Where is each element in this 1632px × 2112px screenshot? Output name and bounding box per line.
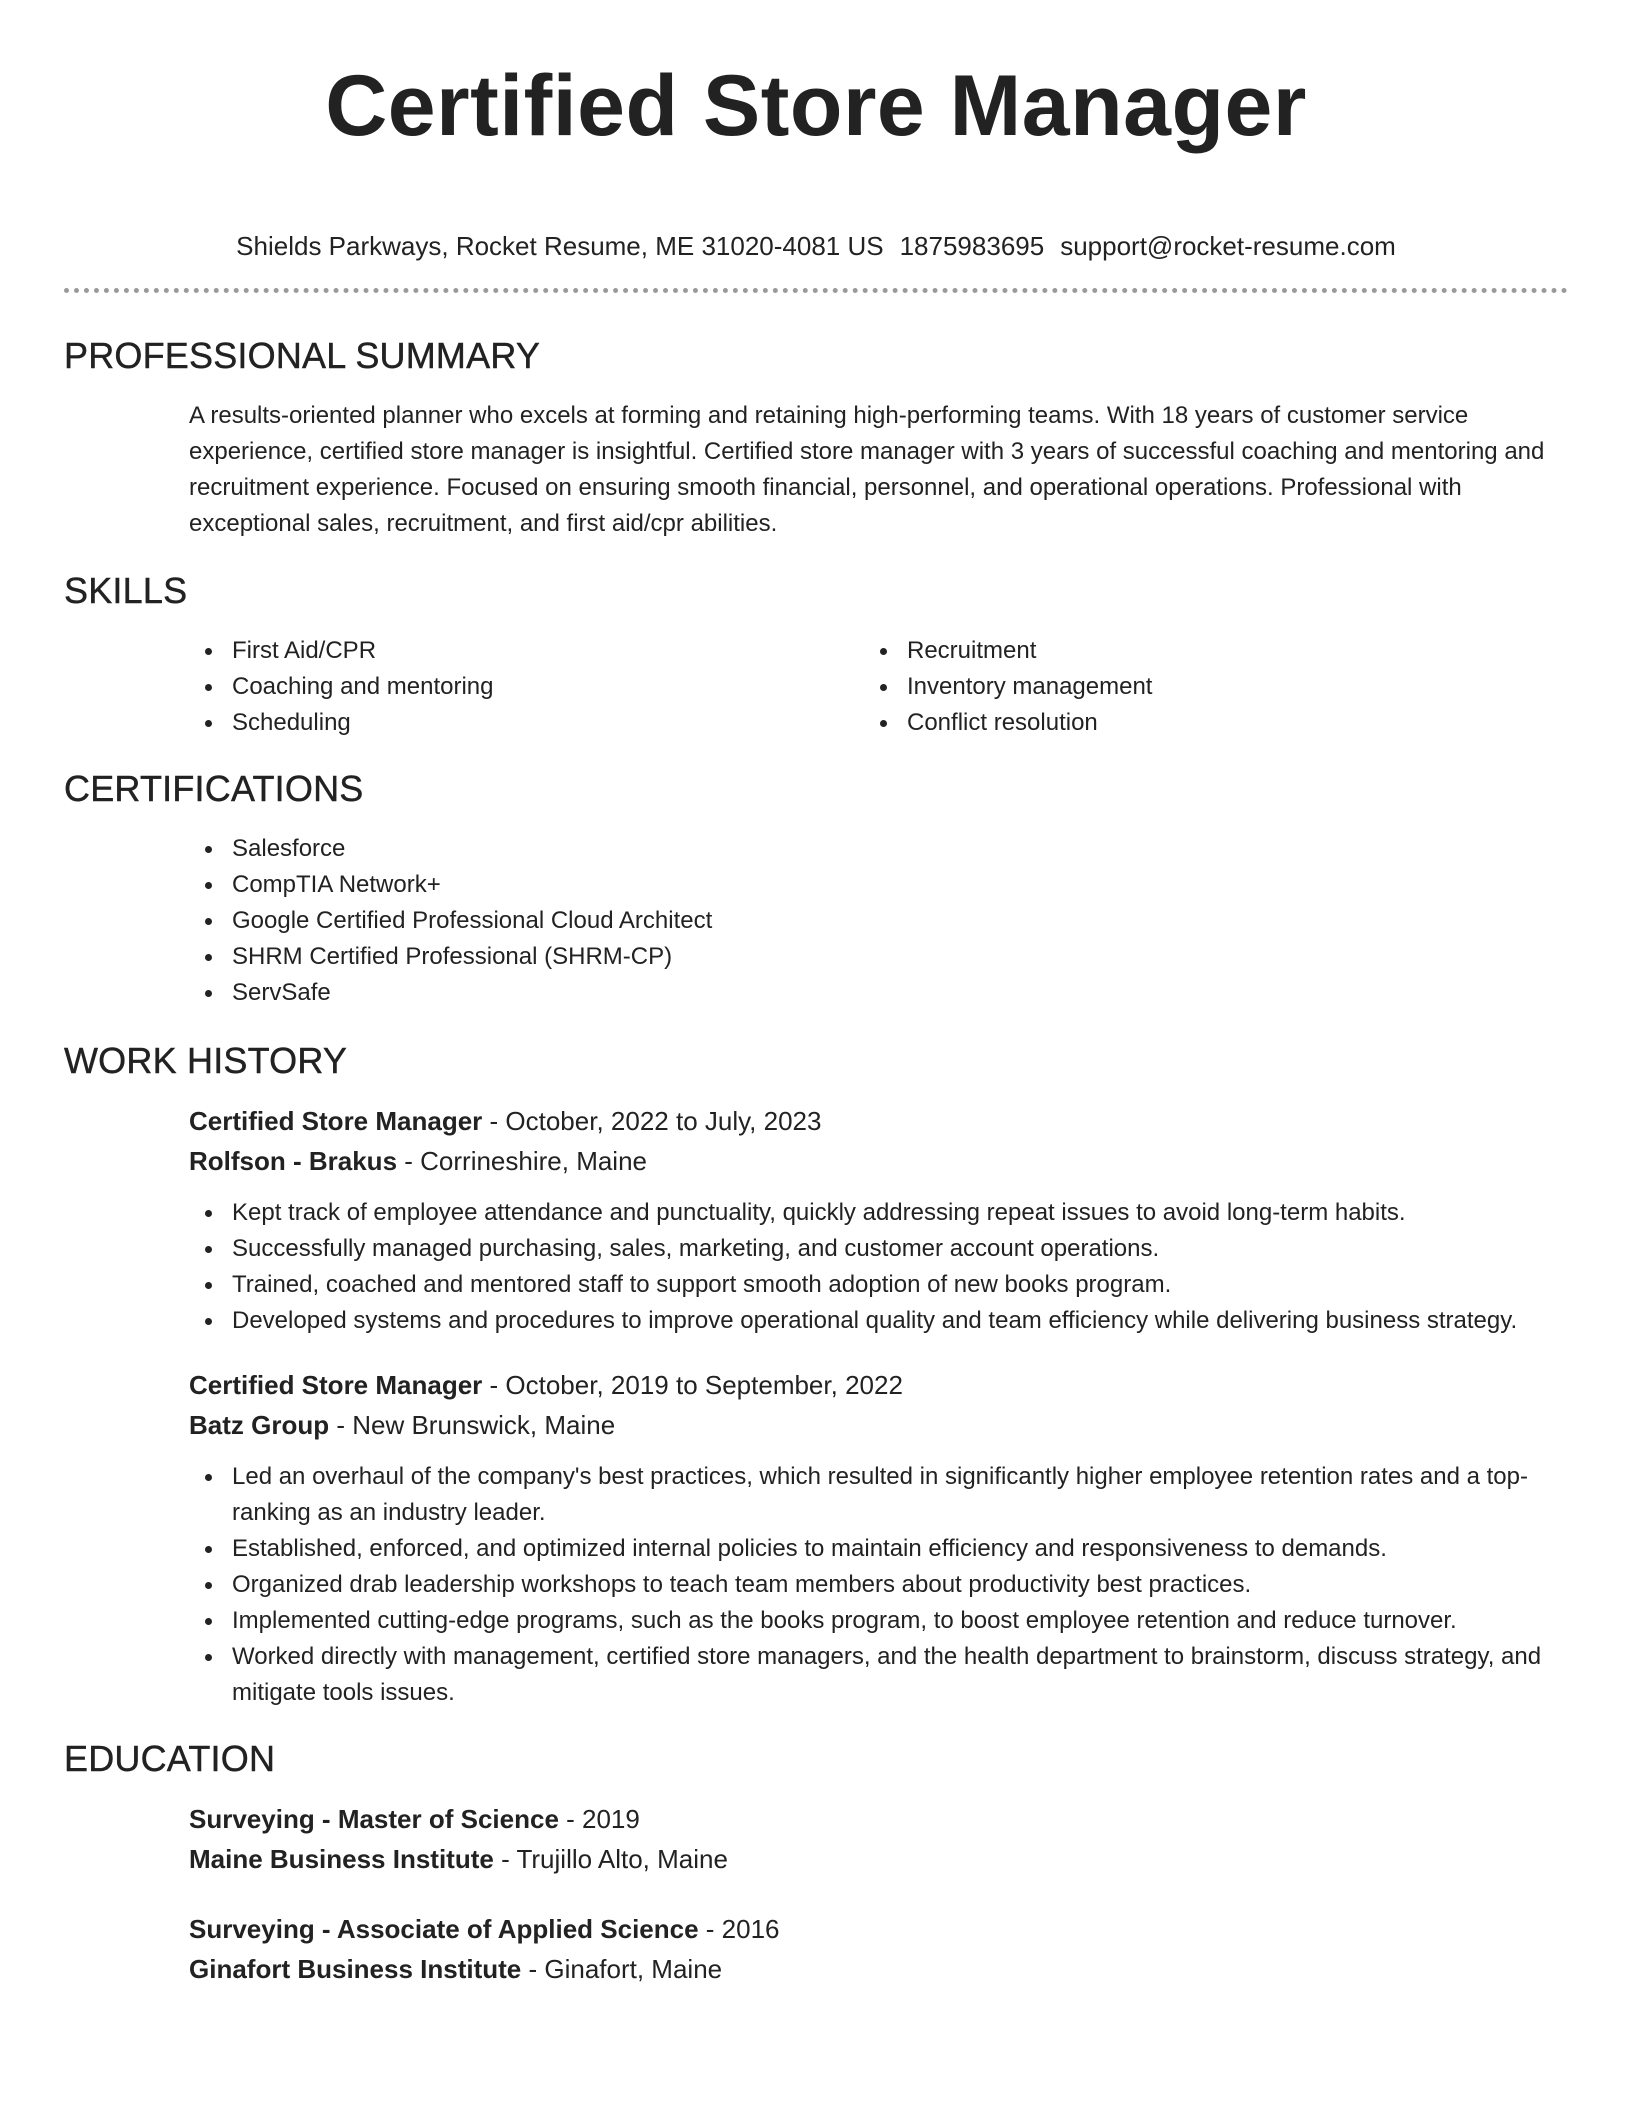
certification-item: CompTIA Network+: [189, 867, 1568, 903]
job-bullet: Trained, coached and mentored staff to support smooth adoption of new books program.: [189, 1267, 1568, 1303]
certification-item: ServSafe: [189, 975, 1568, 1011]
skill-item: Conflict resolution: [864, 705, 1539, 741]
education-school-line: [189, 1839, 1568, 1879]
education-heading: EDUCATION: [64, 1738, 276, 1779]
education-degree-line: [189, 1909, 1568, 1949]
education-location: - Trujillo Alto, Maine: [493, 1844, 728, 1874]
job-bullet: Led an overhaul of the company's best practices, which resulted in significantly higher employee retention rates and a top-ranking as an industry leader.: [189, 1459, 1568, 1531]
resume-name: Certified Store Manager: [325, 58, 1307, 154]
job-company-line: [189, 1405, 1568, 1445]
education-school: Ginafort Business Institute: [189, 1954, 522, 1984]
job-bullet: Implemented cutting-edge programs, such as the books program, to boost employee retention and reduce turnover.: [189, 1603, 1568, 1639]
job-company-line: [189, 1141, 1568, 1181]
certifications-bullets: [189, 831, 1568, 1011]
education-school: Maine Business Institute: [189, 1844, 494, 1874]
education-year: - 2016: [698, 1914, 780, 1944]
skill-item: First Aid/CPR: [189, 633, 864, 669]
job-location: - Corrineshire, Maine: [397, 1146, 648, 1176]
contact-email: support@rocket-resume.com: [1060, 231, 1396, 261]
header-divider: [64, 288, 1568, 293]
education-entry: [189, 1909, 1568, 1989]
education-degree: Surveying - Master of Science: [189, 1804, 559, 1834]
job-bullets: [189, 1459, 1568, 1711]
certification-item: SHRM Certified Professional (SHRM-CP): [189, 939, 1568, 975]
contact-address: Shields Parkways, Rocket Resume, ME 31020-4081 US: [236, 231, 884, 261]
summary-heading: PROFESSIONAL SUMMARY: [64, 335, 541, 376]
education-entry: [189, 1799, 1568, 1879]
education-year: - 2019: [558, 1804, 640, 1834]
certifications-list: [189, 831, 1568, 1011]
job-company: Batz Group: [189, 1410, 330, 1440]
certification-item: Google Certified Professional Cloud Architect: [189, 903, 1568, 939]
skill-item: Inventory management: [864, 669, 1539, 705]
education-degree-line: [189, 1799, 1568, 1839]
skills-column-right: [864, 633, 1539, 741]
education-location: - Ginafort, Maine: [521, 1954, 723, 1984]
skills-column-left: [189, 633, 864, 741]
summary-text: A results-oriented planner who excels at forming and retaining high-performing teams. With 18 years of customer service experience, certified store manager is insightful. Certified store manager with 3 years of successful coaching and mentoring and recruitment experience. Focused on ensuring smooth financial, personnel, and operational operations. Professional with exceptional sales, recruitment, and first aid/cpr abilities.: [189, 402, 1545, 537]
job-bullet: Worked directly with management, certified store managers, and the health department to brainstorm, discuss strategy, and mitigate tools issues.: [189, 1639, 1568, 1711]
job-role: Certified Store Manager: [189, 1370, 483, 1400]
education-degree: Surveying - Associate of Applied Science: [189, 1914, 699, 1944]
job-dates: - October, 2019 to September, 2022: [482, 1370, 903, 1400]
skill-item: Coaching and mentoring: [189, 669, 864, 705]
job-title-line: [189, 1101, 1568, 1141]
job-role: Certified Store Manager: [189, 1106, 483, 1136]
job-dates: - October, 2022 to July, 2023: [482, 1106, 822, 1136]
skills-list: [189, 633, 1568, 741]
job-company: Rolfson - Brakus: [189, 1146, 398, 1176]
skill-item: Recruitment: [864, 633, 1539, 669]
job-bullet: Established, enforced, and optimized internal policies to maintain efficiency and responsiveness to demands.: [189, 1531, 1568, 1567]
job-bullet: Kept track of employee attendance and punctuality, quickly addressing repeat issues to avoid long-term habits.: [189, 1195, 1568, 1231]
certification-item: Salesforce: [189, 831, 1568, 867]
job-entry: [189, 1365, 1568, 1711]
job-title-line: [189, 1365, 1568, 1405]
job-bullets: [189, 1195, 1568, 1339]
contact-phone: 1875983695: [899, 231, 1045, 261]
job-bullet: Successfully managed purchasing, sales, marketing, and customer account operations.: [189, 1231, 1568, 1267]
job-location: - New Brunswick, Maine: [329, 1410, 616, 1440]
certifications-heading: CERTIFICATIONS: [64, 768, 364, 809]
job-bullet: Organized drab leadership workshops to teach team members about productivity best practices.: [189, 1567, 1568, 1603]
work-history-heading: WORK HISTORY: [64, 1040, 348, 1081]
skill-item: Scheduling: [189, 705, 864, 741]
education-school-line: [189, 1949, 1568, 1989]
contact-line: [64, 230, 1568, 262]
job-bullet: Developed systems and procedures to improve operational quality and team efficiency while delivering business strategy.: [189, 1303, 1568, 1339]
job-entry: [189, 1101, 1568, 1339]
skills-heading: SKILLS: [64, 570, 188, 611]
